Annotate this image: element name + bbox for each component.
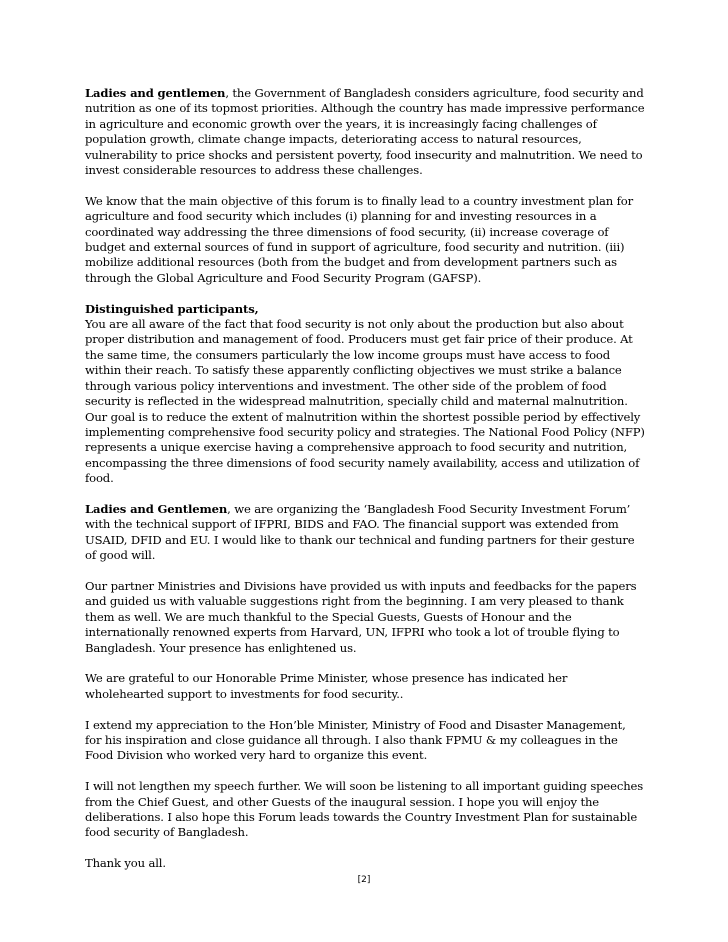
page-number: [2]	[357, 875, 371, 885]
paragraph-opening	[85, 86, 645, 178]
paragraph-text: I will not lengthen my speech further. We will soon be listening to all important guiding speeches from the Chief Guest, and other Guests of the inaugural session. I hope you will enjoy the deliberations. I also hope this Forum leads towards the Country Investment Plan for sustainable food security of Bangladesh.	[85, 779, 644, 840]
paragraph-text: You are all aware of the fact that food security is not only about the production but also about proper distribution and management of food. Producers must get fair price of their produce. At the same time, the consumers particularly the low income groups must have access to food within their reach. To satisfy these apparently conflicting objectives we must strike a balance through various policy interventions and investment. The other side of the problem of food security is reflected in the widespread malnutrition, specially child and maternal malnutrition. Our goal is to reduce the extent of malnutrition within the shortest possible period by effectively implementing comprehensive food security policy and strategies. The National Food Policy (NFP) represents a unique exercise having a comprehensive approach to food security and nutrition, encompassing the three dimensions of food security namely availability, access and utilization of food.	[85, 317, 645, 486]
paragraph-lead: Ladies and Gentlemen	[85, 501, 228, 516]
paragraph-text: , we are organizing the ‘Bangladesh Food Security Investment Forum’ with the technical support of IFPRI, BIDS and FAO. The financial support was extended from USAID, DFID and EU. I would like to thank our technical and funding partners for their gesture of good will.	[85, 501, 635, 563]
paragraph-forum-objective	[85, 194, 645, 286]
paragraph-text: I extend my appreciation to the Hon’ble Minister, Ministry of Food and Disaster Management, for his inspiration and close guidance all through. I also thank FPMU & my colleagues in the Food Division who worked very hard to organize this event.	[85, 717, 626, 763]
paragraph-text: , the Government of Bangladesh considers agriculture, food security and nutrition as one of its topmost priorities. Although the country has made impressive performance in agriculture and economic growth over the years, it is increasingly facing challenges of population growth, climate change impacts, deteriorating access to natural resources, vulnerability to price shocks and persistent poverty, food insecurity and malnutrition. We need to invest considerable resources to address these challenges.	[85, 86, 645, 178]
paragraph-text: We know that the main objective of this forum is to finally lead to a country investment plan for agriculture and food security which includes (i) planning for and investing resources in a coordinated way addressing the three dimensions of food security, (ii) increase coverage of budget and external sources of fund in support of agriculture, food security and nutrition. (iii) mobilize additional resources (both from the budget and from development partners such as through the Global Agriculture and Food Security Program (GAFSP).	[85, 193, 633, 285]
paragraph-organizing	[85, 502, 645, 564]
document-body	[85, 86, 645, 887]
paragraph-text: We are grateful to our Honorable Prime Minister, whose presence has indicated her wholehearted support to investments for food security..	[85, 671, 568, 701]
paragraph-text: Our partner Ministries and Divisions have provided us with inputs and feedbacks for the papers and guided us with valuable suggestions right from the beginning. I am very pleased to thank them as well. We are much thankful to the Special Guests, Guests of Honour and the internationally renowned experts from Harvard, UN, IFPRI who took a lot of trouble flying to Bangladesh. Your presence has enlightened us.	[85, 578, 637, 655]
paragraph-conclusion	[85, 779, 645, 841]
paragraph-appreciation	[85, 718, 645, 764]
paragraph-text: Thank you all.	[85, 856, 166, 871]
paragraph-prime-minister	[85, 671, 645, 702]
paragraph-closing	[85, 856, 645, 871]
paragraph-distinguished-participants	[85, 302, 645, 487]
section-heading: Distinguished participants,	[85, 301, 259, 316]
paragraph-partners	[85, 579, 645, 656]
paragraph-lead: Ladies and gentlemen	[85, 86, 226, 100]
